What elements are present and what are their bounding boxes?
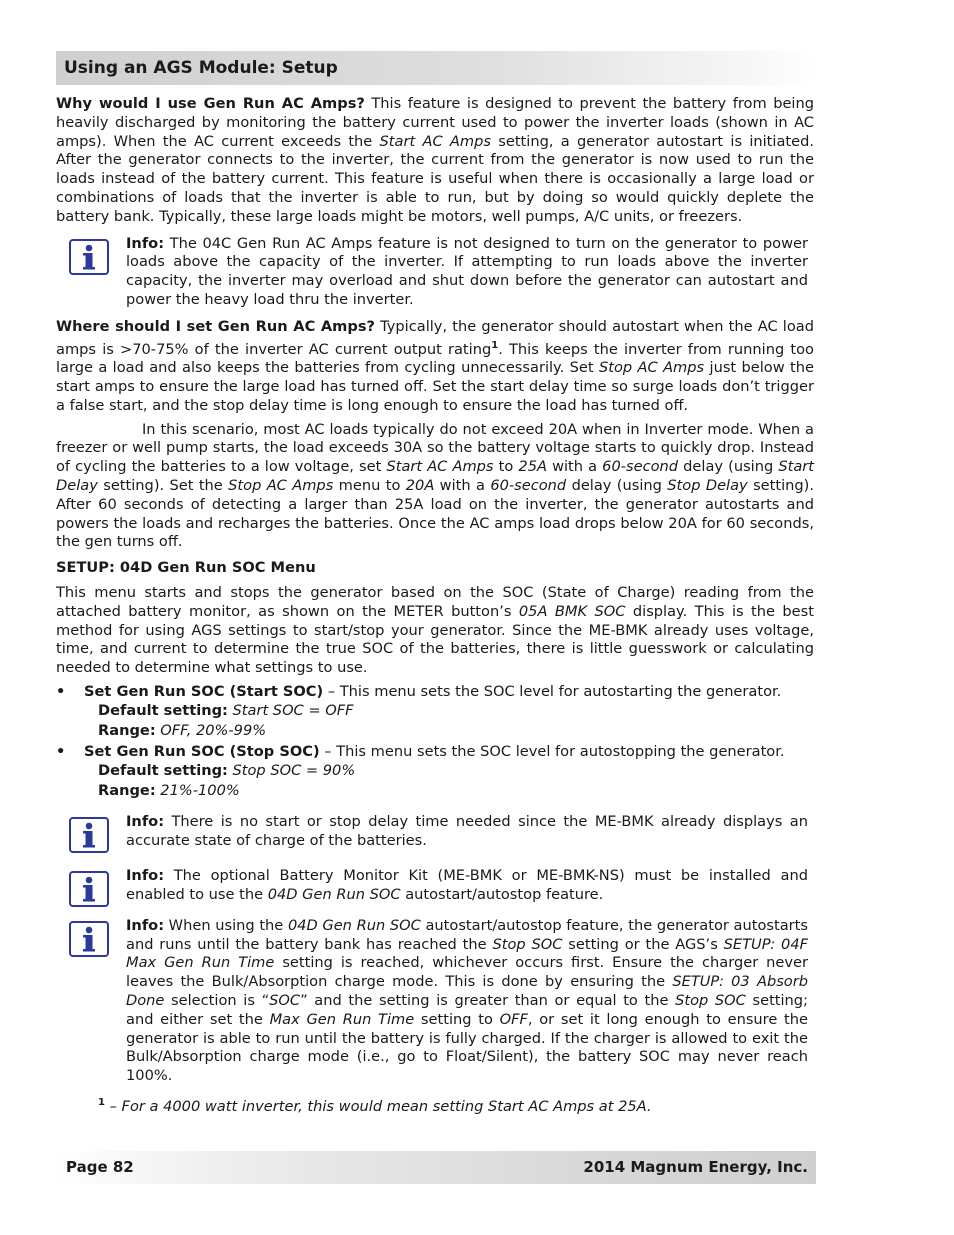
range-setting: Range: 21%-100% [98,781,240,799]
default-setting: Default setting: Stop SOC = 90% [98,762,356,780]
bullet-stop-soc: • Set Gen Run SOC (Stop SOC) – This menu sets the SOC level for autostopping the generator. Default setting: Stop SOC = 90% Range: 21%-100% [56,743,814,800]
question-lead: Why would I use Gen Run AC Amps? [56,95,365,112]
page-content [56,95,814,1117]
default-setting: Default setting: Start SOC = OFF [98,701,354,719]
info-icon [69,817,109,853]
paragraph-why-gen-run-ac-amps: Why would I use Gen Run AC Amps? This feature is designed to prevent the battery from being heavily discharged by monitoring the battery current used to power the inverter loads (shown in AC amps). When the AC current exceeds the Start AC Amps setting, a generator autostart is initiated. After the generator connects to the inverter, the current from the generator is now used to run the loads instead of the battery current. This feature is useful when there is occasionally a large load or combinations of loads that the inverter is able to run, but by doing so would quickly deplete the battery bank. Typically, these large loads might be motors, well pumps, A/C units, or freezers. [56,95,815,225]
info-note-1: Info: The 04C Gen Run AC Amps feature is not designed to turn on the generator to power loads above the capacity of the inverter. If attempting to run loads above the inverter capacity, the inverter may overload and shut down before the generator can autostart and power the heavy load thru the inverter. [56,235,814,310]
bullet-icon: • [56,682,66,700]
paragraph-scenario: In this scenario, most AC loads typically do not exceed 20A when in Inverter mode. When a freezer or well pump starts, the load exceeds 30A so the battery voltage starts to quickly drop. Instead of cycling the batteries to a low voltage, set Start AC Amps to 25A with a 60-second delay (using Start Delay setting). Set the Stop AC Amps menu to 20A with a 60-second delay (using Stop Delay setting). After 60 seconds of detecting a larger than 25A load on the inverter, the generator autostarts and powers the loads and recharges the batteries. Once the AC amps load drops below 20A for 60 seconds, the gen turns off. [56,420,814,551]
info-note-4: Info: When using the 04D Gen Run SOC autostart/autostop feature, the generator autostarts and runs until the battery bank has reached the Stop SOC setting or the AGS’s SETUP: 04F Max Gen Run Time setting is reached, whichever occurs first. Ensure the charger never leaves the Bulk/Absorption charge mode. This is done by ensuring the SETUP: 03 Absorb Done selection is “SOC” and the setting is greater than or equal to the Stop SOC setting; and either set the Max Gen Run Time setting to OFF, or set it long enough to ensure the generator is able to run until the battery is fully charged. If the charger is allowed to exit the Bulk/Absorption charge mode (i.e., go to Float/Silent), the battery SOC may never reach 100%. [56,917,814,1086]
bullet-icon: • [56,743,66,761]
info-label: Info: [126,916,165,934]
info-note-2: Info: There is no start or stop delay time needed since the ME-BMK already displays an accurate state of charge of the batteries. [56,813,814,853]
info-label: Info: [126,234,165,252]
page-number: Page 82 [66,1158,134,1176]
footnote: $^1$ – For a 4000 watt inverter, this would mean setting Start AC Amps at 25A. [98,1096,652,1115]
info-icon [69,871,109,907]
info-icon [69,239,109,275]
question-lead: Where should I set Gen Run AC Amps? [56,317,375,335]
footnote-marker: 1 [98,1096,105,1108]
range-setting: Range: OFF, 20%-99% [98,721,267,739]
page-title: Using an AGS Module: Setup [64,58,338,78]
info-note-3: Info: The optional Battery Monitor Kit (ME-BMK or ME-BMK-NS) must be installed and enabled to use the 04D Gen Run SOC autostart/autostop feature. [56,867,814,907]
bullet-start-soc: • Set Gen Run SOC (Start SOC) – This menu sets the SOC level for autostarting the generator. Default setting: Start SOC = OFF Range: OFF, 20%-99% [56,683,814,740]
copyright: 2014 Magnum Energy, Inc. [583,1158,808,1176]
footnote-ref: 1 [491,339,499,351]
section-header-bar [56,51,816,85]
info-icon [69,921,109,957]
info-label: Info: [126,866,165,884]
paragraph-where-set-gen-run-ac-amps: Where should I set Gen Run AC Amps? Typically, the generator should autostart when the AC load amps is >70-75% of the inverter AC current output rating$^1$. This keeps the inverter from running too large a load and also keeps the batteries from cycling unnecessarily. Set Stop AC Amps just below the start amps to ensure the large load has turned off. Set the start delay time so surge loads don’t trigger a false start, and the stop delay time is long enough to ensure the load has turned off. [56,317,814,414]
section-heading: SETUP: 04D Gen Run SOC Menu [56,559,316,577]
info-label: Info: [126,812,165,830]
paragraph-soc-menu: This menu starts and stops the generator based on the SOC (State of Charge) reading from the attached battery monitor, as shown on the METER button’s 05A BMK SOC display. This is the best method for using AGS settings to start/stop your generator. Since the ME-BMK already uses voltage, time, and current to determine the true SOC of the batteries, there is little guesswork or calculating needed to determine what settings to use. [56,583,814,677]
page-footer [56,1151,816,1184]
